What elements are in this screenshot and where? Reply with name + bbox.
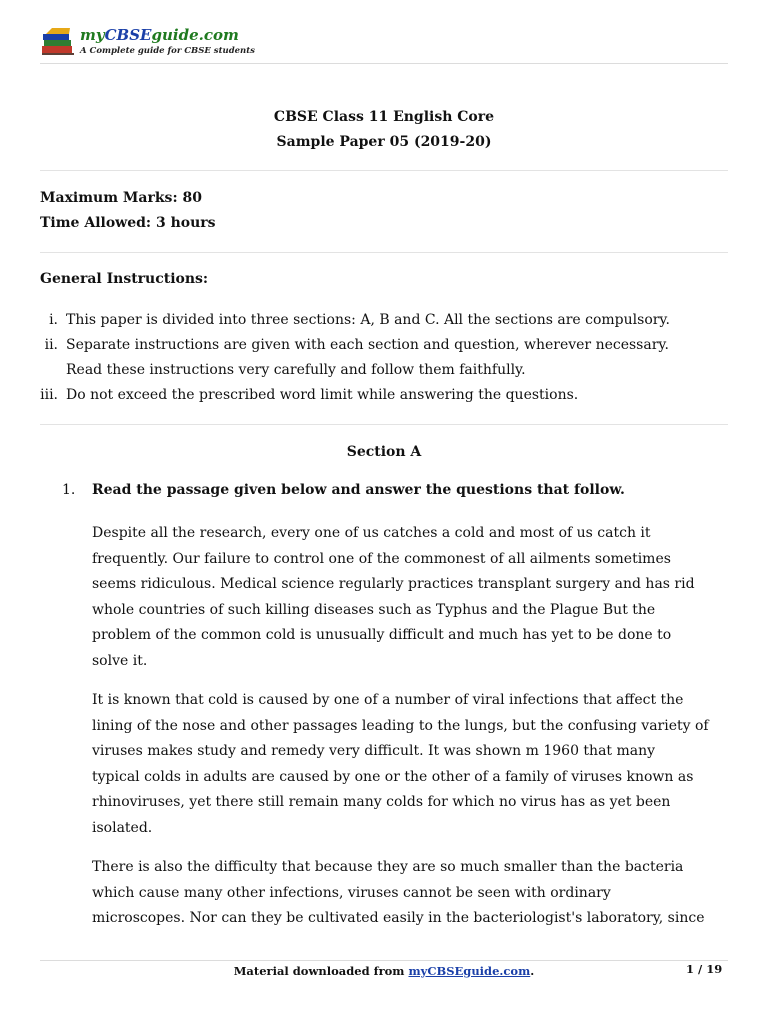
instruction-line: Read these instructions very carefully and follow them faithfully. [66,362,526,378]
passage-line: viruses makes study and remedy very difficult. It was shown m 1960 that many [92,743,656,759]
site-logo[interactable] [40,26,260,60]
section-heading: Section A [346,444,422,460]
passage-line: rhinoviruses, yet there still remain many colds for which no virus has as yet been [92,794,671,810]
instruction-number: ii. [44,337,58,353]
divider [40,424,728,425]
instruction-number: i. [49,312,58,328]
passage-line: solve it. [92,652,148,669]
footer-divider [40,960,728,961]
maximum-marks: Maximum Marks: 80 [40,190,202,206]
passage-line: isolated. [92,819,153,836]
instruction-number: iii. [40,387,58,403]
passage-paragraph [92,855,728,932]
page-footer [0,964,768,978]
instruction-text [58,308,670,333]
time-allowed: Time Allowed: 3 hours [40,215,216,231]
instruction-item [40,383,728,408]
instruction-item [40,308,728,333]
passage-line: whole countries of such killing diseases such as Typhus and the Plague But the [92,601,656,618]
page-header [40,24,728,64]
instructions-block [40,308,728,408]
passage-paragraph [92,688,728,841]
instruction-text [58,383,578,408]
passage-line: Despite all the research, every one of us catches a cold and most of us catch it [92,525,651,541]
instruction-line: This paper is divided into three sections: A, B and C. All the sections are compulsory. [66,312,670,328]
instruction-line: Do not exceed the prescribed word limit while answering the questions. [66,387,579,403]
passage-line: seems ridiculous. Medical science regularly practices transplant surgery and has rid [92,576,695,592]
footer-period: . [530,964,535,978]
question-1 [62,482,625,498]
instruction-line: Separate instructions are given with each section and question, wherever necessary. [66,337,669,353]
divider [40,252,728,253]
passage-line: It is known that cold is caused by one of a number of viral infections that affect the [92,692,684,708]
page-number: 1 / 19 [686,962,723,976]
instruction-item [40,333,728,383]
logo-tagline: A Complete guide for CBSE students [80,46,255,56]
passage-line: typical colds in adults are caused by one or the other of a family of viruses known as [92,768,694,785]
logo-wordmark: myCBSEguide.com [80,26,239,44]
passage-paragraph [92,521,728,674]
passage-line: problem of the common cold is unusually difficult and much has yet to be done to [92,627,672,643]
footer-link[interactable]: myCBSEguide.com [408,964,531,978]
footer-text: Material downloaded from [233,964,409,978]
paper-subtitle: Sample Paper 05 (2019-20) [276,134,492,150]
passage-line: which cause many other infections, viruses cannot be seen with ordinary [92,884,611,901]
divider [40,170,728,171]
passage-line: lining of the nose and other passages leading to the lungs, but the confusing variety of [92,717,709,734]
passage-line: microscopes. Nor can they be cultivated easily in the bacteriologist's laboratory, since [92,910,705,926]
paper-title: CBSE Class 11 English Core [273,109,495,125]
instructions-heading: General Instructions: [40,271,209,287]
passage-line: frequently. Our failure to control one of the commonest of all ailments sometimes [92,550,671,567]
instruction-text [58,333,669,383]
question-number: 1. [62,482,76,498]
books-logo-icon [40,28,76,58]
question-text: Read the passage given below and answer the questions that follow. [92,482,625,498]
passage-line: There is also the difficulty that because they are so much smaller than the bacteria [92,859,684,875]
